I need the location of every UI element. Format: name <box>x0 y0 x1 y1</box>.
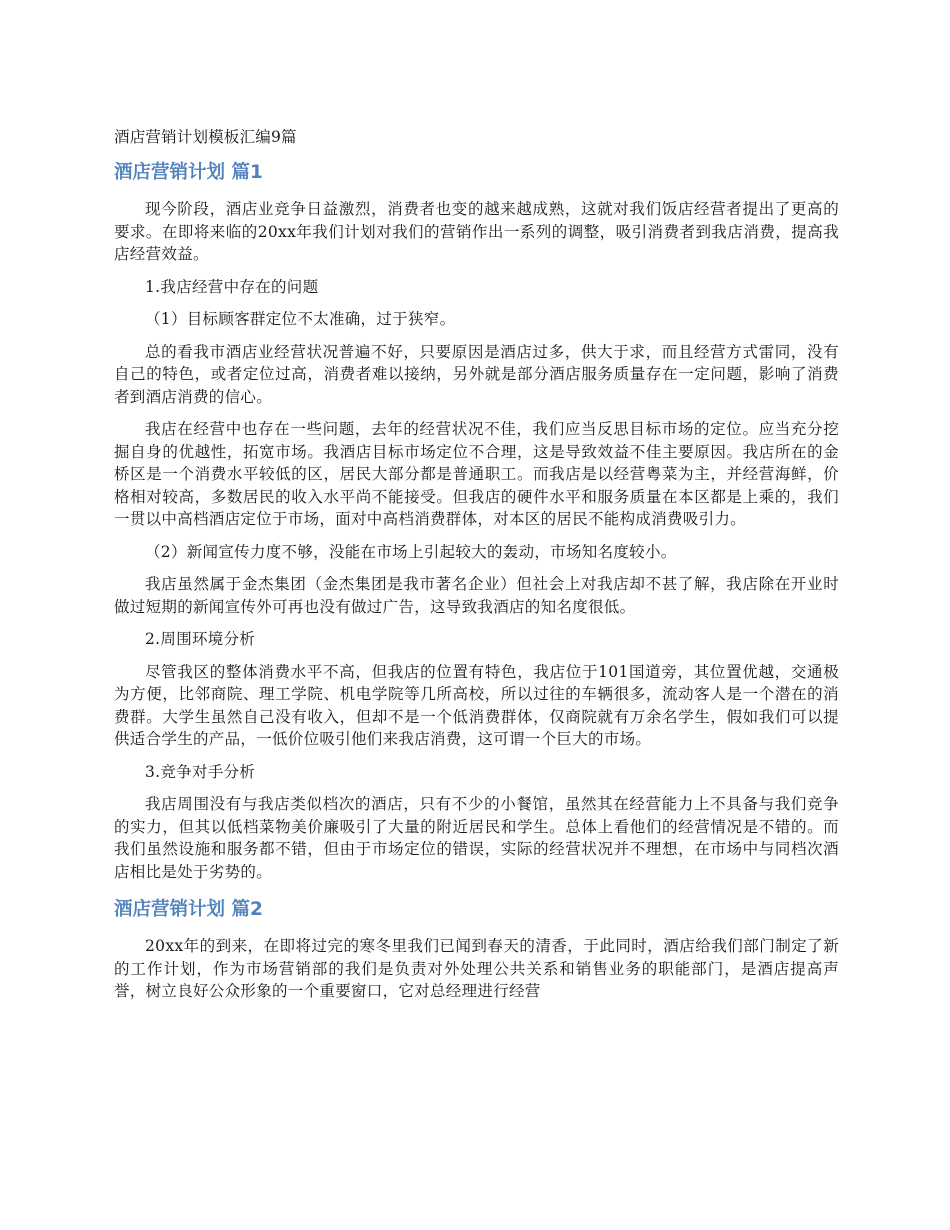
paragraph: 20xx年的到来，在即将过完的寒冬里我们已闻到春天的清香，于此同时，酒店给我们部门制定了新的工作计划，作为市场营销部的我们是负责对外处理公共关系和销售业务的职能部门，是酒店提高声誉，树立良好公众形象的一个重要窗口，它对总经理进行经营 <box>114 937 839 1000</box>
subheading-competitors: 3.竞争对手分析 <box>145 762 256 781</box>
subpoint-2: （2）新闻宣传力度不够，没能在市场上引起较大的轰动，市场知名度较小。 <box>145 542 677 561</box>
paragraph: 我店虽然属于金杰集团（金杰集团是我市著名企业）但社会上对我店却不甚了解，我店除在开业时做过短期的新闻宣传外可再也没有做过广告，这导致我酒店的知名度很低。 <box>114 575 839 616</box>
section-heading-1: 酒店营销计划 篇1 <box>114 162 263 183</box>
paragraph: 我店在经营中也存在一些问题，去年的经营状况不佳，我们应当反思目标市场的定位。应当充分挖掘自身的优越性，拓宽市场。我酒店目标市场定位不合理，这是导致效益不佳主要原因。我店所在的金桥区是一个消费水平较低的区，居民大部分都是普通职工。而我店是以经营粤菜为主，并经营海鲜，价格相对较高，多数居民的收入水平尚不能接受。但我店的硬件水平和服务质量在本区都是上乘的，我们一贯以中高档酒店定位于市场，面对中高档消费群体，对本区的居民不能构成消费吸引力。 <box>114 420 839 528</box>
section-heading-2: 酒店营销计划 篇2 <box>114 899 263 920</box>
paragraph: 总的看我市酒店业经营状况普遍不好，只要原因是酒店过多，供大于求，而且经营方式雷同，没有自己的特色，或者定位过高，消费者难以接纳，另外就是部分酒店服务质量存在一定问题，影响了消费者到酒店消费的信心。 <box>114 342 839 406</box>
subpoint-1: （1）目标顾客群定位不太准确，过于狭窄。 <box>145 310 456 328</box>
document-title: 酒店营销计划模板汇编9篇 <box>114 128 297 146</box>
subheading-problems: 1.我店经营中存在的问题 <box>145 277 319 296</box>
paragraph: 尽管我区的整体消费水平不高，但我店的位置有特色，我店位于101国道旁，其位置优越，交通极为方便，比邻商院、理工学院、机电学院等几所高校，所以过往的车辆很多，流动客人是一个潜在的消费群。大学生虽然自己没有收入，但却不是一个低消费群体，仅商院就有万余名学生，假如我们可以提供适合学生的产品，一低价位吸引他们来我店消费，这可谓一个巨大的市场。 <box>114 662 839 748</box>
subheading-environment: 2.周围环境分析 <box>145 630 256 648</box>
document-page <box>114 126 839 1013</box>
paragraph: 现今阶段，酒店业竞争日益激烈，消费者也变的越来越成熟，这就对我们饭店经营者提出了更高的要求。在即将来临的20xx年我们计划对我们的营销作出一系列的调整，吸引消费者到我店消费，提高我店经营效益。 <box>114 200 839 263</box>
paragraph: 我店周围没有与我店类似档次的酒店，只有不少的小餐馆，虽然其在经营能力上不具备与我们竞争的实力，但其以低档菜物美价廉吸引了大量的附近居民和学生。总体上看他们的经营情况是不错的。而我们虽然设施和服务都不错，但由于市场定位的错误，实际的经营状况并不理想，在市场中与同档次酒店相比是处于劣势的。 <box>114 795 839 881</box>
